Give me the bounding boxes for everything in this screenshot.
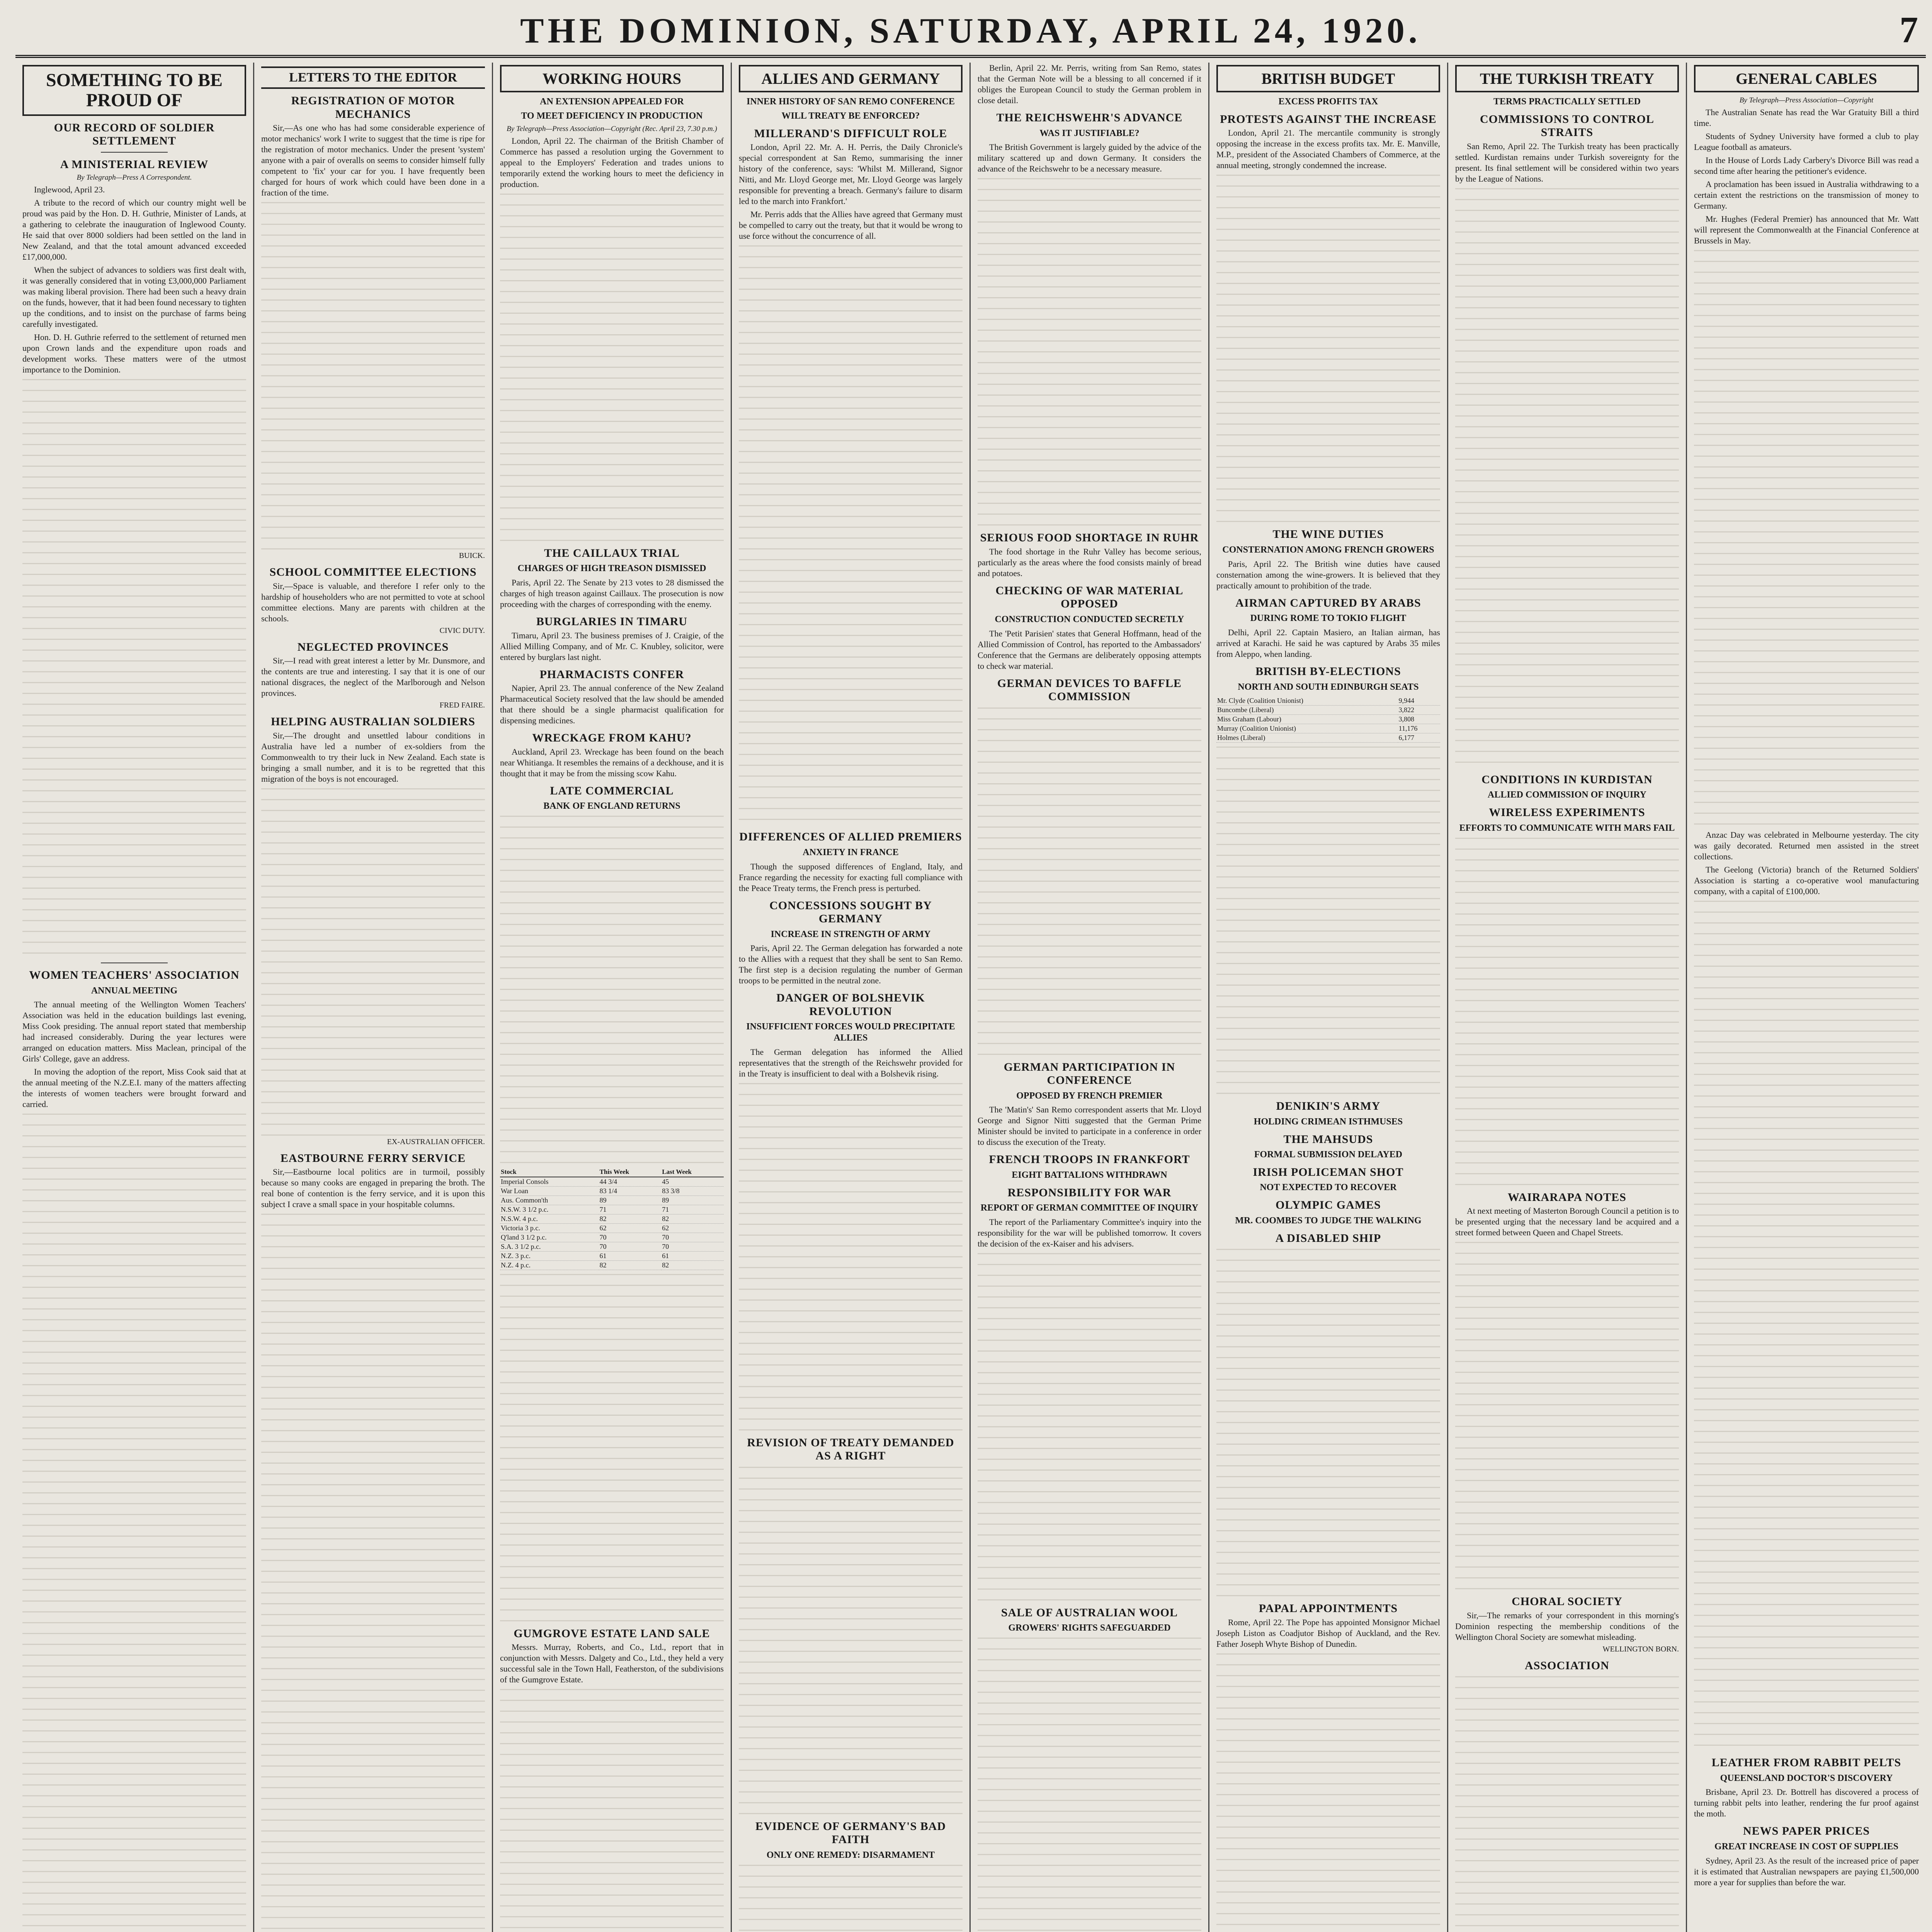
article-text-block [1455, 838, 1679, 1185]
article-text-block [1216, 1653, 1440, 1932]
dateline-place: Inglewood, April 23. [34, 185, 105, 195]
subhead-french-premier: OPPOSED BY FRENCH PREMIER [1016, 1090, 1163, 1101]
subhead-construction-secret: CONSTRUCTION CONDUCTED SECRETLY [995, 614, 1184, 624]
table-row [500, 1177, 724, 1187]
commercial-text-block [500, 1274, 724, 1622]
table-cell: War Loan [500, 1186, 599, 1196]
article-paragraph: The report of the Parliamentary Committee's inquiry into the responsibility for the war will be published tomorrow. It covers the decision of the ex-Kaiser and his advisers. [978, 1217, 1201, 1248]
article-text-block [1216, 1249, 1440, 1597]
article-paragraph: The German delegation has informed the Allied representatives that the strength of the Reichswehr provided for in the Treaty is insufficient to deal with a Bolshevik rising. [739, 1047, 963, 1078]
table-cell: 83 3/8 [661, 1186, 724, 1196]
headline-choral-society: CHORAL SOCIETY [1512, 1595, 1622, 1608]
letter-signature: FRED FAIRE. [439, 701, 485, 709]
headline-pharmacists: PHARMACISTS CONFER [539, 668, 684, 681]
table-header-row [500, 1167, 724, 1177]
column-7 [1448, 63, 1687, 1932]
article-paragraph: When the subject of advances to soldiers was first dealt with, it was generally considered that in voting £3,000,000 Parliament was making liberal provision. There had been such a heavy drain on the funds, however, that it had been found necessary to tighten up the conditions, and to insist on the purchase of farms being carefully investigated. [22, 265, 246, 329]
article-text-block [1455, 188, 1679, 768]
headline-allied-premiers: DIFFERENCES OF ALLIED PREMIERS [739, 830, 962, 844]
letter-paragraph: Sir,—As one who has had some considerable experience of motor mechanics' work I write to suggest that the time is ripe for the registration of motor mechanics. Under the present 'system' anyone with a pair of overalls on seems to consider himself fully competent to 'fix' your car for you. I have frequently been charged for hours of work which could have been done in a fraction of the time. [261, 123, 485, 197]
cable-paragraph: The Geelong (Victoria) branch of the Returned Soldiers' Association is starting a co-operative wool manufacturing company, with a capital of £100,000. [1694, 865, 1919, 896]
headline-war-responsibility: RESPONSIBILITY FOR WAR [1007, 1186, 1172, 1199]
headline-airman-captured: AIRMAN CAPTURED BY ARABS [1235, 596, 1421, 609]
table-cell: Mr. Clyde (Coalition Unionist) [1216, 696, 1398, 706]
subhead-queensland-doctor: QUEENSLAND DOCTOR'S DISCOVERY [1720, 1773, 1893, 1783]
subhead-coombes-walking: MR. COOMBES TO JUDGE THE WALKING [1235, 1215, 1422, 1226]
table-cell: Aus. Common'th [500, 1196, 599, 1205]
article-paragraph: London, April 21. The mercantile community is strongly opposing the increase in the excess profits tax. Mr. E. Manville, M.P., president of the Associated Chambers of Commerce, at the annual meeting, strongly condemned the increase. [1216, 128, 1440, 170]
subhead-army-strength: INCREASE IN STRENGTH OF ARMY [770, 929, 931, 939]
article-text-block [978, 1253, 1201, 1601]
article-text-block [22, 1114, 246, 1932]
subhead-commission-inquiry: ALLIED COMMISSION OF INQUIRY [1488, 790, 1646, 800]
headline-german-devices: GERMAN DEVICES TO BAFFLE COMMISSION [997, 677, 1182, 703]
subhead-extension: AN EXTENSION APPEALED FOR [540, 97, 684, 107]
article-paragraph: Rome, April 22. The Pope has appointed Monsignor Michael Joseph Liston as Coadjutor Bishop of Auckland, and the Rev. Father Joseph Whyte Bishop of Dunedin. [1216, 1617, 1440, 1649]
masthead-title: THE DOMINION, SATURDAY, APRIL 24, 1920. [520, 11, 1421, 50]
column-1 [15, 63, 254, 1932]
headline-war-material: CHECKING OF WAR MATERIAL OPPOSED [995, 584, 1184, 611]
headline-wairarapa-notes: WAIRARAPA NOTES [1508, 1190, 1626, 1204]
table-cell: 61 [599, 1251, 662, 1260]
dateline: By Telegraph—Press Association—Copyright (Rec. April 23, 7.30 p.m.) [507, 124, 717, 133]
headline-motor-mechanics: REGISTRATION OF MOTOR MECHANICS [291, 94, 455, 121]
commercial-text-block [500, 816, 724, 1163]
table-row [1216, 733, 1440, 743]
headline-protests-increase: PROTESTS AGAINST THE INCREASE [1220, 112, 1437, 126]
headline-denikin-army: DENIKIN'S ARMY [1276, 1100, 1381, 1113]
table-cell: 11,176 [1398, 724, 1440, 733]
letter-text-block [261, 1214, 485, 1932]
headline-disabled-ship: A DISABLED SHIP [1275, 1231, 1381, 1245]
table-cell: Murray (Coalition Unionist) [1216, 724, 1398, 733]
table-cell: 82 [661, 1214, 724, 1223]
table-row [500, 1196, 724, 1205]
table-row [500, 1242, 724, 1251]
headline-british-budget: BRITISH BUDGET [1216, 65, 1440, 92]
article-text-block [1216, 747, 1440, 1094]
table-row [1216, 724, 1440, 733]
letter-paragraph: Sir,—Eastbourne local politics are in turmoil, possibly because so many cooks are engaged in preparing the broth. The real bone of contention is the ferry service, and it is upon this subject I crave a small space in your hospitable columns. [261, 1167, 485, 1209]
article-paragraph: Paris, April 22. The British wine duties have caused consternation among the wine-growers. It is believed that they practically amount to prohibition of the trade. [1216, 559, 1440, 590]
headline-french-troops: FRENCH TROOPS IN FRANKFORT [989, 1153, 1190, 1166]
article-paragraph: Napier, April 23. The annual conference of the New Zealand Pharmaceutical Society resolved that the law should be amended that there should be a single pharmacist qualification for dispensing medicines. [500, 683, 724, 726]
table-cell: Q'land 3 1/2 p.c. [500, 1233, 599, 1242]
headline-burglaries-timaru: BURGLARIES IN TIMARU [536, 615, 688, 628]
table-cell: N.Z. 3 p.c. [500, 1251, 599, 1260]
table-cell: 6,177 [1398, 733, 1440, 743]
table-cell: 70 [661, 1233, 724, 1242]
stock-table [500, 1167, 724, 1270]
letter-paragraph: Sir,—The drought and unsettled labour conditions in Australia have led a number of ex-soldiers from the Commonwealth to try their luck in New Zealand. Each state is bringing a small number, and it is to be regretted that this migration of the boys is not encouraged. [261, 730, 485, 784]
table-cell: Buncombe (Liberal) [1216, 706, 1398, 715]
page-number: 7 [1900, 9, 1918, 50]
subhead-crimean-isthmuses: HOLDING CRIMEAN ISTHMUSES [1253, 1116, 1403, 1127]
headline-turkish-treaty: THE TURKISH TREATY [1455, 65, 1679, 92]
table-cell: 82 [599, 1260, 662, 1270]
article-paragraph: Timaru, April 23. The business premises of J. Craigie, of the Allied Milling Company, and of Mr. C. Knubley, solicitor, were entered by burglars last night. [500, 630, 724, 662]
headline-australian-wool: SALE OF AUSTRALIAN WOOL [1001, 1606, 1178, 1619]
headline-gumgrove-estate: GUMGROVE ESTATE LAND SALE [514, 1627, 710, 1640]
headline-food-shortage-ruhr: SERIOUS FOOD SHORTAGE IN RUHR [980, 531, 1199, 544]
cable-text-block [1694, 901, 1919, 1751]
headline-treaty-revision: REVISION OF TREATY DEMANDED AS A RIGHT [747, 1436, 954, 1463]
subhead-annual-meeting: ANNUAL MEETING [91, 985, 178, 996]
article-text-block [1455, 1676, 1679, 1932]
dateline: By Telegraph—Press A Correspondent. [77, 173, 192, 182]
table-cell: Holmes (Liberal) [1216, 733, 1398, 743]
letter-text-block [261, 788, 485, 1136]
cable-text-block [1694, 250, 1919, 830]
table-row [1216, 706, 1440, 715]
table-cell: 71 [661, 1205, 724, 1214]
headline-german-participation: GERMAN PARTICIPATION IN CONFERENCE [1003, 1060, 1175, 1087]
article-paragraph: The annual meeting of the Wellington Women Teachers' Association was held in the education buildings last evening, Miss Cook presiding. The annual report stated that membership had increased considerably. During the year lectures were arranged on education matters. Miss Maclean, principal of the Girls' College, gave an address. [22, 1000, 246, 1064]
cable-paragraph: The Australian Senate has read the War Gratuity Bill a third time. [1694, 107, 1919, 128]
subhead-edinburgh-seats: NORTH AND SOUTH EDINBURGH SEATS [1238, 682, 1419, 692]
headline-school-committee: SCHOOL COMMITTEE ELECTIONS [269, 566, 477, 578]
headline-bad-faith: EVIDENCE OF GERMANY'S BAD FAITH [755, 1820, 946, 1846]
article-paragraph: A tribute to the record of which our country might well be proud was paid by the Hon. D. H. Guthrie, Minister of Lands, at a gathering to celebrate the inauguration of Inglewood County. He said that over 8000 soldiers had been settled on the land in New Zealand, and that the total amount advanced exceeded £17,000,000. [22, 198, 246, 262]
table-cell: Victoria 3 p.c. [500, 1223, 599, 1233]
table-cell: 61 [661, 1251, 724, 1260]
headline-olympic-games: OLYMPIC GAMES [1276, 1199, 1381, 1212]
headline-papal-appointments: PAPAL APPOINTMENTS [1259, 1602, 1398, 1615]
subhead-production: TO MEET DEFICIENCY IN PRODUCTION [521, 111, 703, 121]
article-paragraph: Sydney, April 23. As the result of the increased price of paper it is estimated that Australian newspapers are paying £1,500,000 more a year for supplies than before the war. [1694, 1855, 1919, 1887]
headline-late-commercial: LATE COMMERCIAL [550, 784, 674, 797]
subhead-terms-settled: TERMS PRACTICALLY SETTLED [1493, 97, 1641, 107]
table-row [500, 1186, 724, 1196]
subhead-battalions: EIGHT BATTALIONS WITHDRAWN [1012, 1170, 1167, 1180]
article-paragraph: Hon. D. H. Guthrie referred to the settlement of returned men upon Crown lands and the expenditure upon roads and development works. These matters were of the utmost importance to the Dominion. [22, 332, 246, 375]
headline-control-straits: COMMISSIONS TO CONTROL STRAITS [1480, 112, 1654, 139]
table-cell: 82 [661, 1260, 724, 1270]
dateline: By Telegraph—Press Association—Copyright [1739, 96, 1874, 105]
article-paragraph: The 'Petit Parisien' states that General Hoffmann, head of the Allied Commission of Control, has reported to the Ambassadors' Conference that the Germans are deliberately opposing attempts to check war material. [978, 628, 1201, 671]
columns [15, 63, 1926, 1932]
table-header: Stock [500, 1167, 599, 1177]
article-paragraph: London, April 22. The chairman of the British Chamber of Commerce has passed a resolution urging the Government to appeal to the Employers' Federation and trades unions to temporarily extend the working hours to meet the deficiency in production. [500, 136, 724, 189]
headline-general-cables: GENERAL CABLES [1694, 65, 1919, 92]
column-2 [254, 63, 493, 1932]
table-cell: 44 3/4 [599, 1177, 662, 1187]
column-3 [493, 63, 732, 1932]
table-row [500, 1251, 724, 1260]
headline-rabbit-pelts: LEATHER FROM RABBIT PELTS [1711, 1756, 1901, 1769]
article-paragraph: Though the supposed differences of England, Italy, and France regarding the necessity for exacting full compliance with the Peace Treaty terms, the French press is perturbed. [739, 861, 963, 893]
letter-paragraph: Sir,—I read with great interest a letter by Mr. Dunsmore, and the contents are true and interesting. I say that it is one of our national disgraces, the neglect of the Marlborough and Nelson provinces. [261, 656, 485, 698]
article-text-block [1216, 175, 1440, 522]
headline-working-hours: WORKING HOURS [500, 65, 724, 92]
headline-bolshevik-danger: DANGER OF BOLSHEVIK REVOLUTION [776, 992, 925, 1018]
headline-concessions-germany: CONCESSIONS SOUGHT BY GERMANY [769, 899, 932, 925]
table-cell: 3,822 [1398, 706, 1440, 715]
table-cell: 89 [599, 1196, 662, 1205]
headline-mahsuds: THE MAHSUDS [1283, 1133, 1373, 1146]
letter-paragraph: Sir,—The remarks of your correspondent in this morning's Dominion respecting the membership conditions of the Wellington Choral Society are somewhat misleading. [1455, 1610, 1679, 1642]
subhead-bank-england: BANK OF ENGLAND RETURNS [543, 801, 680, 811]
article-text-block [978, 707, 1201, 1055]
subhead-soldier-settlement: OUR RECORD OF SOLDIER SETTLEMENT [54, 121, 215, 148]
cable-paragraph: In the House of Lords Lady Carbery's Divorce Bill was read a second time after hearing the petitioner's evidence. [1694, 155, 1919, 176]
table-row [500, 1205, 724, 1214]
subhead-ministerial-review: A MINISTERIAL REVIEW [60, 158, 209, 171]
subhead-treaty-enforced: WILL TREATY BE ENFORCED? [781, 111, 920, 121]
article-text-block [739, 1083, 963, 1431]
article-text-block [739, 245, 963, 825]
subhead-rome-tokio: DURING ROME TO TOKIO FLIGHT [1250, 613, 1406, 624]
subhead-committee-inquiry: REPORT OF GERMAN COMMITTEE OF INQUIRY [980, 1203, 1199, 1213]
letter-paragraph: Sir,—Space is valuable, and therefore I refer only to the hardship of householders who are not permitted to vote at school committee elections. Many are parents with children at the schools. [261, 581, 485, 623]
column-6 [1209, 63, 1448, 1932]
headline-australian-soldiers: HELPING AUSTRALIAN SOLDIERS [271, 715, 475, 728]
headline-by-elections: BRITISH BY-ELECTIONS [1255, 665, 1401, 678]
subhead-treason-dismissed: CHARGES OF HIGH TREASON DISMISSED [517, 563, 706, 574]
table-cell: 70 [599, 1242, 662, 1251]
table-cell: 70 [661, 1242, 724, 1251]
subhead-french-growers: CONSTERNATION AMONG FRENCH GROWERS [1222, 544, 1434, 555]
article-paragraph: The food shortage in the Ruhr Valley has become serious, particularly as the areas where the food consists mainly of bread and potatoes. [978, 546, 1201, 578]
headline-kurdistan: CONDITIONS IN KURDISTAN [1481, 773, 1653, 786]
table-row [1216, 696, 1440, 706]
column-8 [1687, 63, 1926, 1932]
headline-association: ASSOCIATION [1525, 1659, 1609, 1672]
table-cell: 89 [661, 1196, 724, 1205]
article-paragraph: The 'Matin's' San Remo correspondent asserts that Mr. Lloyd George and Signor Nitti suggested that the German Prime Minister should be invited to participate in a conference in order to discuss the execution of the Treaty. [978, 1105, 1201, 1147]
cable-paragraph: Mr. Hughes (Federal Premier) has announced that Mr. Watt will represent the Commonwealth at the Financial Conference at Brussels in May. [1694, 214, 1919, 246]
article-paragraph: Paris, April 22. The German delegation has forwarded a note to the Allies with a request that they shall be sent to San Remo. The first step is a decision regulating the number of German troops to be permitted in the neutral zone. [739, 943, 963, 986]
letter-signature: BUICK. [459, 551, 485, 560]
divider [101, 152, 168, 153]
table-row [1216, 715, 1440, 724]
subhead-submission-delayed: FORMAL SUBMISSION DELAYED [1254, 1150, 1403, 1160]
subhead-san-remo: INNER HISTORY OF SAN REMO CONFERENCE [747, 97, 955, 107]
headline-soldier-settlement: SOMETHING TO BE PROUD OF [22, 65, 246, 116]
table-cell: N.S.W. 3 1/2 p.c. [500, 1205, 599, 1214]
column-4 [732, 63, 971, 1932]
article-paragraph: Mr. Perris adds that the Allies have agreed that Germany must be compelled to carry out the treaty, but that it would be wrong to use force without the concurrence of all. [739, 209, 963, 241]
article-paragraph: Berlin, April 22. Mr. Perris, writing from San Remo, states that the German Note will be a blessing to all concerned if it obliges the European Council to study the German problem in close detail. [978, 63, 1201, 105]
table-cell: 45 [661, 1177, 724, 1187]
headline-wreckage-kahu: WRECKAGE FROM KAHU? [532, 731, 692, 745]
subhead-insufficient-forces: INSUFFICIENT FORCES WOULD PRECIPITATE ALLIES [746, 1022, 955, 1043]
table-cell: N.Z. 4 p.c. [500, 1260, 599, 1270]
headline-neglected-provinces: NEGLECTED PROVINCES [297, 640, 449, 653]
article-paragraph: The British Government is largely guided by the advice of the military scattered up and down Germany. It considers the advance of the Reichswehr to be a necessary measure. [978, 142, 1201, 174]
headline-news-paper-prices: NEWS PAPER PRICES [1743, 1825, 1870, 1838]
headline-eastbourne-ferry: EASTBOURNE FERRY SERVICE [280, 1151, 466, 1165]
article-paragraph: At next meeting of Masterton Borough Council a petition is to be presented urging that the necessary land be acquired and a street formed between Queen and Chapel Streets. [1455, 1206, 1679, 1238]
table-cell: 9,944 [1398, 696, 1440, 706]
article-text-block [978, 1638, 1201, 1932]
table-row [500, 1233, 724, 1242]
subhead-disarmament: ONLY ONE REMEDY: DISARMAMENT [766, 1850, 935, 1860]
subhead-mars: EFFORTS TO COMMUNICATE WITH MARS FAIL [1459, 823, 1675, 833]
table-cell: Miss Graham (Labour) [1216, 715, 1398, 724]
table-cell: 62 [599, 1223, 662, 1233]
table-header: Last Week [661, 1167, 724, 1177]
table-cell: N.S.W. 4 p.c. [500, 1214, 599, 1223]
table-cell: 62 [661, 1223, 724, 1233]
article-text-block [739, 1467, 963, 1815]
article-paragraph: Messrs. Murray, Roberts, and Co., Ltd., report that in conjunction with Messrs. Dalgety and Co., Ltd., they held a very successful sale in the Town Hall, Featherston, of the subdivisions of the Gumgrove Estate. [500, 1642, 724, 1685]
table-cell: 83 1/4 [599, 1186, 662, 1196]
article-paragraph: In moving the adoption of the report, Miss Cook said that at the annual meeting of the N.Z.E.I. many of the matters affecting the interests of women teachers were brought forward and carried. [22, 1067, 246, 1109]
cable-paragraph: A proclamation has been issued in Australia withdrawing to a certain extent the restrictions on the transmission of money to Germany. [1694, 179, 1919, 211]
article-text-block [22, 379, 246, 959]
table-row [500, 1223, 724, 1233]
column-5 [971, 63, 1209, 1932]
subhead-not-recover: NOT EXPECTED TO RECOVER [1260, 1182, 1397, 1193]
letter-signature: CIVIC DUTY. [439, 626, 485, 635]
article-text-block [1455, 1242, 1679, 1590]
cable-paragraph: Students of Sydney University have formed a club to play League football as amateurs. [1694, 131, 1919, 152]
table-header: This Week [599, 1167, 662, 1177]
article-paragraph: Brisbane, April 23. Dr. Bottrell has discovered a process of turning rabbit pelts into leather, rendering the fur proof against the moth. [1694, 1787, 1919, 1819]
headline-caillaux-trial: THE CAILLAUX TRIAL [544, 546, 680, 560]
cable-paragraph: Anzac Day was celebrated in Melbourne yesterday. The city was gaily decorated. Returned men assisted in the street collections. [1694, 830, 1919, 862]
letter-signature: WELLINGTON BORN. [1602, 1645, 1679, 1653]
election-results-table [1216, 696, 1440, 743]
letter-signature: EX-AUSTRALIAN OFFICER. [387, 1137, 485, 1146]
headline-letters-to-editor: LETTERS TO THE EDITOR [261, 66, 485, 89]
headline-wine-duties: THE WINE DUTIES [1272, 528, 1384, 541]
article-text-block [978, 178, 1201, 526]
headline-women-teachers: WOMEN TEACHERS' ASSOCIATION [29, 969, 240, 982]
article-paragraph: Delhi, April 22. Captain Masiero, an Italian airman, has arrived at Karachi. He said he was captured by Arabs 35 miles from Aleppo, when landing. [1216, 628, 1440, 659]
table-cell: 82 [599, 1214, 662, 1223]
article-text-block [500, 1689, 724, 1932]
table-cell: S.A. 3 1/2 p.c. [500, 1242, 599, 1251]
article-text-block [500, 194, 724, 541]
headline-millerand-role: MILLERAND'S DIFFICULT ROLE [754, 127, 947, 140]
table-cell: 3,808 [1398, 715, 1440, 724]
subhead-cost-supplies: GREAT INCREASE IN COST OF SUPPLIES [1714, 1841, 1898, 1852]
table-row [500, 1214, 724, 1223]
article-paragraph: Paris, April 22. The Senate by 213 votes to 28 dismissed the charges of high treason against Caillaux. The prosecution is now proceeding with the charges of corresponding with the enemy. [500, 578, 724, 609]
article-paragraph: San Remo, April 22. The Turkish treaty has been practically settled. Kurdistan remains under Turkish sovereignty for the present. Its final settlement will be considered within two years by the League of Nations. [1455, 141, 1679, 184]
subhead-excess-profits: EXCESS PROFITS TAX [1278, 97, 1378, 107]
article-text-block [739, 1865, 963, 1932]
table-cell: 70 [599, 1233, 662, 1242]
masthead [15, 0, 1926, 58]
article-paragraph: Auckland, April 23. Wreckage has been found on the beach near Whitianga. It resembles the remains of a deckhouse, and it is thought that it may be from the missing scow Kahu. [500, 747, 724, 778]
headline-wireless-experiments: WIRELESS EXPERIMENTS [1489, 806, 1645, 819]
table-cell: 71 [599, 1205, 662, 1214]
table-row [500, 1260, 724, 1270]
article-paragraph: London, April 22. Mr. A. H. Perris, the Daily Chronicle's special correspondent at San Remo, summarising the inner history of the conference, says: 'Whilst M. Millerand, Signor Nitti, and Mr. Lloyd George met, Mr. Lloyd George was largely responsible for preventing a breach. Germany's failure to disarm led to the march into Frankfort.' [739, 142, 963, 206]
headline-reichswehr-advance: THE REICHSWEHR'S ADVANCE [996, 111, 1183, 124]
headline-allies-germany: ALLIES AND GERMANY [739, 65, 963, 92]
table-cell: Imperial Consols [500, 1177, 599, 1187]
subhead-justifiable: WAS IT JUSTIFIABLE? [1039, 128, 1139, 138]
letter-text-block [261, 202, 485, 550]
subhead-growers-rights: GROWERS' RIGHTS SAFEGUARDED [1008, 1623, 1171, 1633]
subhead-anxiety-france: ANXIETY IN FRANCE [803, 847, 899, 857]
headline-irish-policeman: IRISH POLICEMAN SHOT [1253, 1165, 1404, 1179]
